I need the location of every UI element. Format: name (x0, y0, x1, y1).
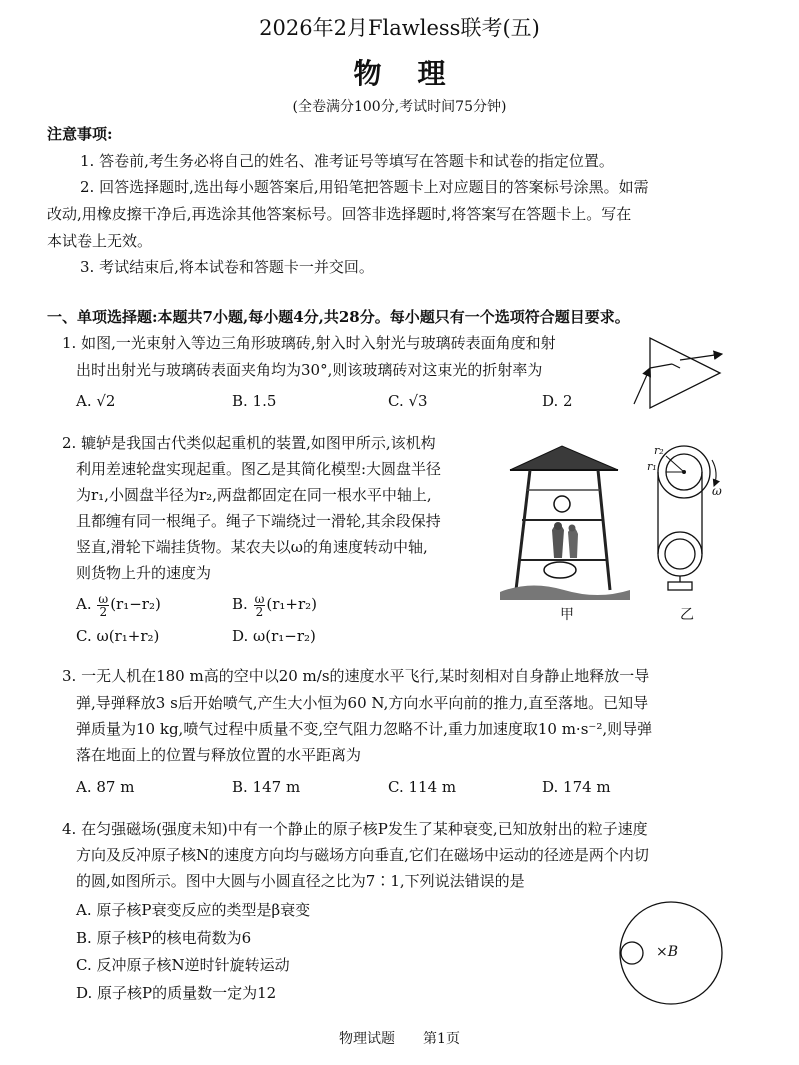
q1-option-b: B. 1.5 (232, 392, 277, 410)
q4-stem-line-1: 4. 在匀强磁场(强度未知)中有一个静止的原子核P发生了某种衰变,已知放射出的粒子速度 (62, 820, 648, 838)
q2-option-b-label: B. (232, 595, 248, 613)
q3-option-c: C. 114 m (388, 778, 457, 796)
q1-stem-line-1: 1. 如图,一光束射入等边三角形玻璃砖,射入时入射光与玻璃砖表面角度和射 (62, 334, 556, 352)
q2-stem-line-2: 利用差速轮盘实现起重。图乙是其简化模型:大圆盘半径 (76, 460, 442, 478)
q4-option-c: C. 反冲原子核N逆时针旋转运动 (76, 956, 290, 974)
notice-heading: 注意事项: (47, 125, 113, 143)
q2-option-d: D. ω(r₁−r₂) (232, 627, 316, 645)
q2-stem-line-4: 且都缠有同一根绳子。绳子下端绕过一滑轮,其余段保持 (76, 512, 441, 530)
rotation-arrow (712, 460, 716, 486)
footer-subject: 物理试题 (339, 1031, 396, 1047)
notice-item-2-line-1: 2. 回答选择题时,选出每小题答案后,用铅笔把答题卡上对应题目的答案标号涂黑。如需 (80, 178, 649, 196)
q1-option-a: A. √2 (76, 392, 116, 410)
notice-item-1: 1. 答卷前,考生务必将自己的姓名、准考证号等填写在答题卡和试卷的指定位置。 (80, 152, 614, 170)
q4-option-b: B. 原子核P的核电荷数为6 (76, 929, 252, 947)
q1-option-c: C. √3 (388, 392, 428, 410)
q2-option-b (232, 592, 317, 618)
q2-stem-line-1: 2. 辘轳是我国古代类似起重机的装置,如图甲所示,该机构 (62, 434, 436, 452)
emergent-ray (680, 354, 722, 360)
q2-option-b-tail: (r₁+r₂) (266, 595, 318, 613)
q2-stem-line-6: 则货物上升的速度为 (76, 564, 212, 582)
notice-item-3: 3. 考试结束后,将本试卷和答题卡一并交回。 (80, 258, 374, 276)
q4-option-d: D. 原子核P的质量数一定为12 (76, 984, 277, 1002)
q2-windlass-illustration (500, 440, 630, 600)
q2-option-a-tail: (r₁−r₂) (110, 595, 161, 613)
q2-stem-line-3: 为r₁,小圆盘半径为r₂,两盘都固定在同一根水平中轴上, (76, 486, 432, 504)
q2-option-a (76, 592, 161, 618)
q3-option-a: A. 87 m (76, 778, 135, 796)
subject-title: 物理 (353, 57, 482, 90)
fig-label-r1: r₁ (647, 460, 657, 473)
q2-option-b-fraction: $\frac{\omega}{2}$ (254, 591, 265, 619)
notice-item-2-line-3: 本试卷上无效。 (47, 232, 153, 250)
q2-stem-line-5: 竖直,滑轮下端挂货物。某农夫以ω的角速度转动中轴, (76, 538, 428, 556)
footer-page-number: 第1页 (423, 1031, 460, 1047)
fig-label-omega: ω (712, 484, 722, 498)
q3-stem-line-2: 弹,导弹释放3 s后开始喷气,产生大小恒为60 N,方向水平向前的推力,直至落地。已知导 (76, 694, 649, 712)
q2-option-c: C. ω(r₁+r₂) (76, 627, 160, 645)
q4-stem-line-2: 方向及反冲原子核N的速度方向均与磁场方向垂直,它们在磁场中运动的径迹是两个内切 (76, 846, 649, 864)
q2-option-a-label: A. (76, 595, 92, 613)
q3-stem-line-1: 3. 一无人机在180 m高的空中以20 m/s的速度水平飞行,某时刻相对自身静止地释放一导 (62, 667, 650, 685)
incident-ray (634, 368, 650, 404)
small-track-circle (621, 942, 643, 964)
q4-option-a: A. 原子核P衰变反应的类型是β衰变 (76, 901, 311, 919)
notice-item-2-line-2: 改动,用橡皮擦干净后,再选涂其他答案标号。回答非选择题时,将答案写在答题卡上。写在 (47, 205, 632, 223)
section-heading: 一、单项选择题:本题共7小题,每小题4分,共28分。每小题只有一个选项符合题目要求。 (47, 308, 630, 326)
q3-option-b: B. 147 m (232, 778, 301, 796)
q3-stem-line-3: 弹质量为10 kg,喷气过程中质量不变,空气阻力忽略不计,重力加速度取10 m·s⁻²,则导弹 (76, 720, 653, 738)
q1-option-d: D. 2 (542, 392, 573, 410)
q1-stem-line-2: 出时出射光与玻璃砖表面夹角均为30°,则该玻璃砖对这束光的折射率为 (76, 361, 543, 379)
glass-triangle (650, 338, 720, 408)
q2-option-a-fraction: $\frac{\omega}{2}$ (98, 591, 109, 619)
fig-label-r2: r₂ (654, 444, 664, 457)
q3-option-d: D. 174 m (542, 778, 611, 796)
exam-title: 2026年2月Flawless联考(五) (259, 16, 540, 40)
refracted-ray (650, 364, 672, 368)
magnetic-field-label: ×B (656, 944, 679, 960)
fig-label-jia: 甲 (560, 607, 574, 623)
roof (510, 446, 618, 470)
cargo-box (668, 582, 692, 590)
q3-stem-line-4: 落在地面上的位置与释放位置的水平距离为 (76, 746, 362, 764)
score-info: (全卷满分100分,考试时间75分钟) (292, 99, 507, 115)
q4-stem-line-3: 的圆,如图所示。图中大圆与小圆直径之比为7∶1,下列说法错误的是 (76, 872, 525, 890)
page-footer (0, 1028, 799, 1048)
q2-pulley-diagram (646, 442, 736, 592)
q1-triangle-figure (620, 330, 730, 410)
fig-label-yi: 乙 (680, 607, 694, 623)
